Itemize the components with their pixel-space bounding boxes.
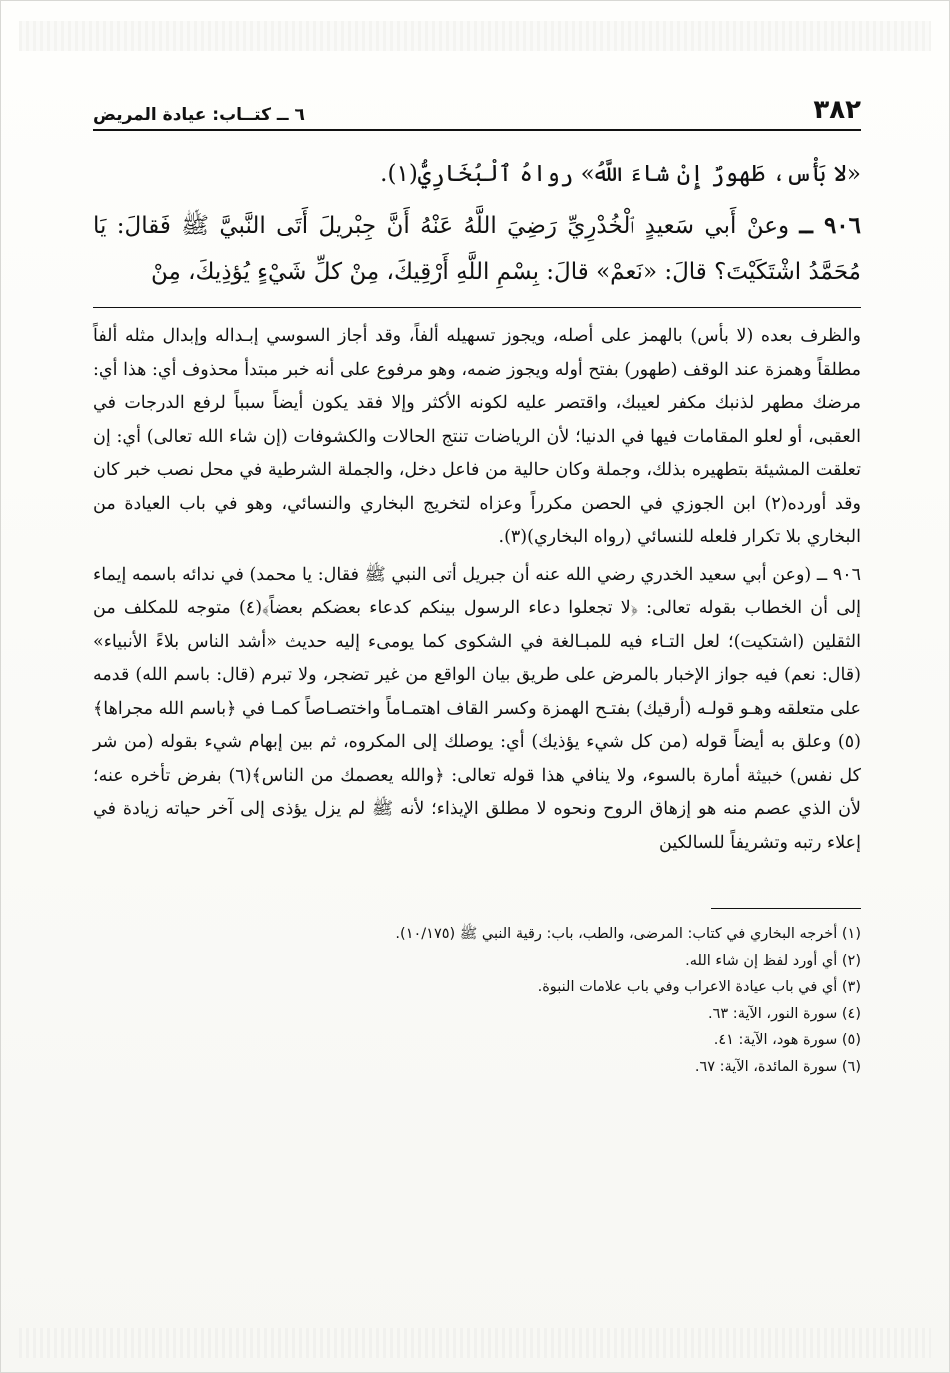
matn-divider xyxy=(93,307,861,308)
commentary-paragraph: ٩٠٦ ــ (وعن أبي سعيد الخدري رضي الله عنه أن جبريل أتى النبي ﷺ فقال: يا محمد) في ندائه باسمه إيماء إلى أن الخطاب بقوله تعالى: ﴿لا تجعلوا دعاء الرسول بينكم كدعاء بعضكم بعضاً﴾(٤) متوجه للمكلف من الثقلين (اشتكيت)؛ لعل التـاء فيه للمبـالغة في الشكوى كما يومىء إليه حديث «أشد الناس بلاءً الأنبياء» (قال: نعم) فيه جواز الإخبار بالمرض على طريق بيان الواقع من غير تضجر، ولا تبرم (قال: باسم الله) قدمه على متعلقه وهـو قولـه (أرقيك) بفتـح الهمزة وكسر القاف اهتمـاماً واختصـاصاً كمـا في ﴿باسم الله مجراها﴾(٥) وعلق به أيضاً قوله (من كل شيء يؤذيك) أي: يوصلك إلى المكروه، ثم بين إبهام شيء بقوله (من شر كل نفس) خبيثة أمارة بالسوء، ولا ينافي هذا قوله تعالى: ﴿والله يعصمك من الناس﴾(٦) بفرض تأخره عنه؛ لأن الذي عصم منه هو إزهاق الروح ونحوه لا مطلق الإيذاء؛ لأنه ﷺ لم يزل يؤذى إلى آخر حياته زيادة في إعلاء رتبه وتشريفاً للسالكين xyxy=(93,564,861,853)
footnote: (٢) أي أورد لفظ إن شاء الله. xyxy=(685,952,861,969)
hadith-text: وعنْ أَبي سَعيدٍ ٱلْخُدْرِيِّ رَضِيَ اللَّهُ عَنْهُ أَنَّ جِبْريلَ أَتَى النَّبيَّ ﷺ فَقالَ: يَا مُحَمَّدُ اشْتَكَيْتَ؟ قالَ: «نَعمْ» قالَ: بِسْمِ اللَّهِ أَرْقِيكَ، مِنْ كلِّ شَيْءٍ يُؤذِيكَ، مِنْ xyxy=(93,213,861,285)
footnote: (٥) سورة هود، الآية: ٤١. xyxy=(713,1032,861,1048)
footnote: (١) أخرجه البخاري في كتاب: المرضى، والطب، باب: رقية النبي ﷺ (١٠/١٧٥). xyxy=(395,926,861,942)
page-content xyxy=(93,89,861,1332)
commentary-paragraph: والظرف بعده (لا بأس) بالهمز على أصله، ويجوز تسهيله ألفاً، وقد أجاز السوسي إبـداله وإبدال مثله ألفاً مطلقاً وهمزة عند الوقف (طهور) بفتح أوله ويجوز ضمه، وهو مرفوع على أنه خبر مبتدأ محذوف أي: هذا أي: مرضك مطهر لذنبك مكفر لعيبك، واقتصر عليه لكونه الأكثر وإلا فقد يكون أيضاً سبباً لرفع الدرجات في العقبى، أو لعلو المقامات فيها في الدنيا؛ لأن الرياضات تنتج الحالات والكشوفات (إن شاء الله تعالى) أي: إن تعلقت المشيئة بتطهيره بذلك، وجملة وكان حالية من فاعل دخل، والجملة الشرطية في محل نصب خبر كان وقد أورده(٢) ابن الجوزي في الحصن مكرراً وعزاه لتخريج البخاري والنسائي، وهو في باب العيادة من البخاري بلا تكرار فلعله للنسائي (رواه البخاري)(٣). xyxy=(93,326,861,547)
hadith-number: ٩٠٦ ــ xyxy=(799,212,862,239)
page-number: ٣٨٢ xyxy=(813,95,861,125)
footnote: (٦) سورة المائدة، الآية: ٦٧. xyxy=(694,1058,861,1075)
hadith-continuation: «لا بَأْس، طَهورٌ إِنْ شاءَ اللَّهُ» رواهُ ٱلْبُخَارِيُّ(١). xyxy=(380,161,861,187)
footnote-divider xyxy=(711,908,861,909)
footnote: (٤) سورة النور، الآية: ٦٣. xyxy=(708,1005,861,1022)
footnote: (٣) أي في باب عيادة الاعراب وفي باب علامات النبوة. xyxy=(537,979,861,995)
footnotes-list xyxy=(93,921,861,1080)
scan-border-top xyxy=(19,21,931,51)
page-header xyxy=(93,89,861,131)
hadith-906 xyxy=(93,203,861,295)
scan-border-bottom xyxy=(19,1328,931,1358)
running-title: ٦ ــ كتــاب: عيادة المريض xyxy=(93,105,305,125)
